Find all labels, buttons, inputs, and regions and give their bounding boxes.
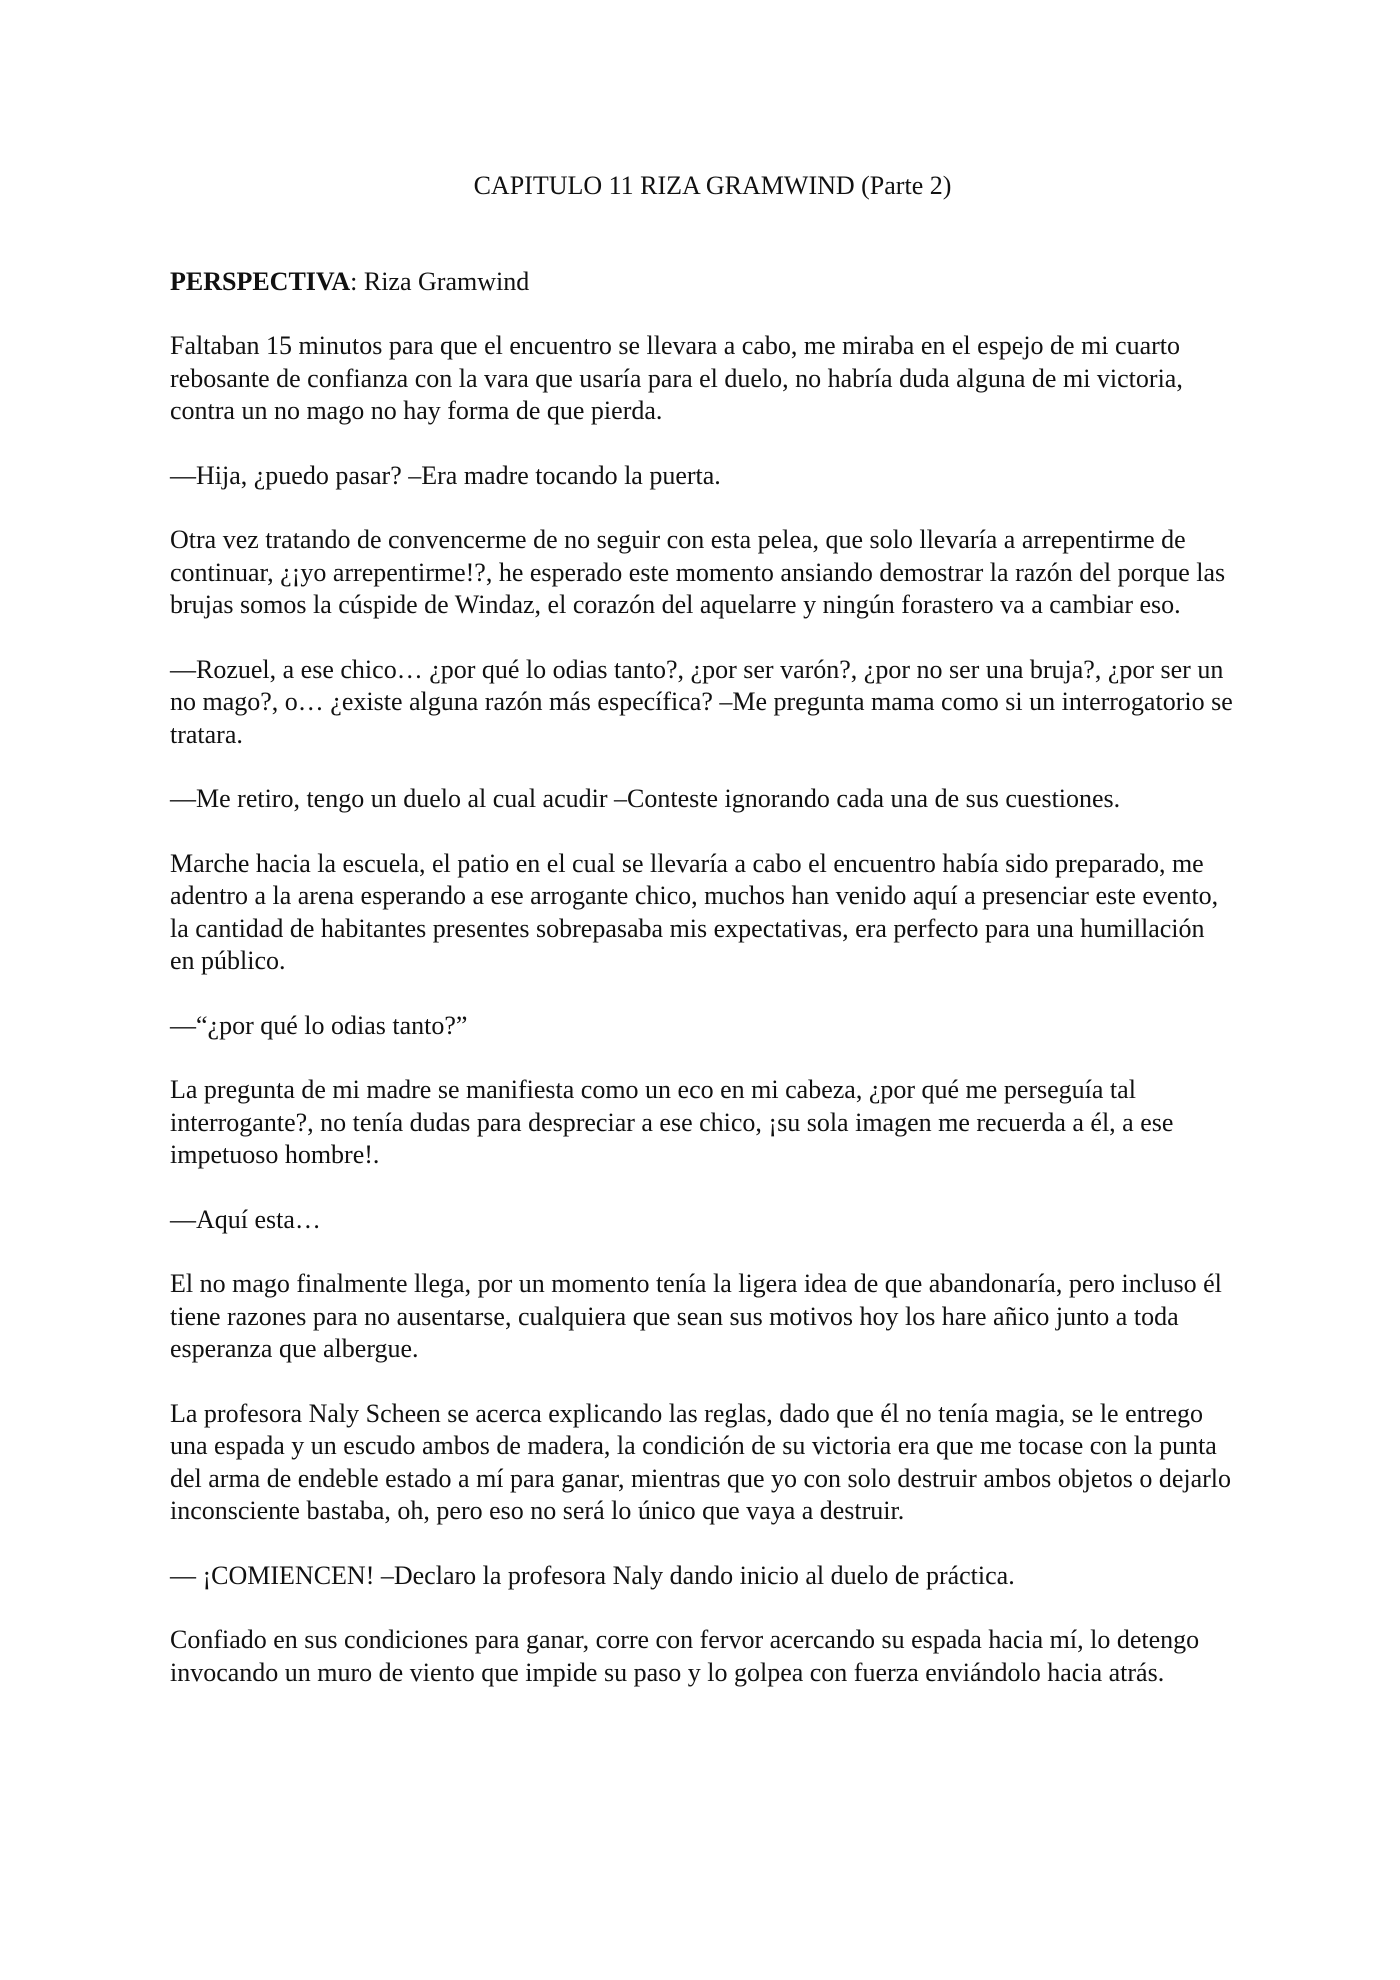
paragraph-9: —Aquí esta… <box>170 1204 321 1234</box>
perspective-line <box>170 264 1235 300</box>
paragraph-12: — ¡COMIENCEN! –Declaro la profesora Naly dando inicio al duelo de práctica. <box>170 1560 1015 1590</box>
paragraph-13: Confiado en sus condiciones para ganar, corre con fervor acercando su espada hacia mí, lo detengo invocando un muro de viento que impide su paso y lo golpea con fuerza enviándolo hacia atrás. <box>170 1625 1200 1687</box>
perspective-colon: : <box>350 267 364 296</box>
document-body <box>170 168 1235 1721</box>
paragraph-1: Faltaban 15 minutos para que el encuentro se llevara a cabo, me miraba en el espejo de mi cuarto rebosante de confianza con la vara que usaría para el duelo, no habría duda alguna de mi victoria, contra un no mago no hay forma de que pierda. <box>170 331 1183 425</box>
paragraph-5: —Me retiro, tengo un duelo al cual acudir –Conteste ignorando cada una de sus cuestiones. <box>170 784 1121 813</box>
paragraph-4: —Rozuel, a ese chico… ¿por qué lo odias tanto?, ¿por ser varón?, ¿por no ser una bruja?, ¿por ser un no mago?, o… ¿existe alguna razón más específica? –Me pregunta mama como si un interrogatorio se tratara. <box>170 654 1233 749</box>
paragraph-7: —“¿por qué lo odias tanto?” <box>170 1010 468 1040</box>
paragraph-11: La profesora Naly Scheen se acerca explicando las reglas, dado que él no tenía magia, se le entrego una espada y un escudo ambos de madera, la condición de su victoria era que me tocase con la punta del arma de endeble estado a mí para ganar, mientras que yo con solo destruir ambos objetos o dejarlo inconsciente bastaba, oh, pero eso no será lo único que vaya a destruir. <box>170 1398 1231 1525</box>
paragraph-6: Marche hacia la escuela, el patio en el cual se llevaría a cabo el encuentro había sido preparado, me adentro a la arena esperando a ese arrogante chico, muchos han venido aquí a presenciar este evento, la cantidad de habitantes presentes sobrepasaba mis expectativas, era perfecto para una humillación en público. <box>170 848 1219 975</box>
paragraph-3: Otra vez tratando de convencerme de no seguir con esta pelea, que solo llevaría a arrepentirme de continuar, ¿¡yo arrepentirme!?, he esperado este momento ansiando demostrar la razón del porque las brujas somos la cúspide de Windaz, el corazón del aquelarre y ningún forastero va a cambiar eso. <box>170 525 1226 619</box>
paragraph-8: La pregunta de mi madre se manifiesta como un eco en mi cabeza, ¿por qué me perseguía tal interrogante?, no tenía dudas para despreciar a ese chico, ¡su sola imagen me recuerda a él, a ese impetuoso hombre!. <box>170 1075 1174 1169</box>
chapter-title: CAPITULO 11 RIZA GRAMWIND (Parte 2) <box>473 171 952 200</box>
perspective-label: PERSPECTIVA <box>170 267 351 296</box>
paragraph-2: —Hija, ¿puedo pasar? –Era madre tocando la puerta. <box>170 460 721 490</box>
paragraph-10: El no mago finalmente llega, por un momento tenía la ligera idea de que abandonaría, pero incluso él tiene razones para no ausentarse, cualquiera que sean sus motivos hoy los hare añico junto a toda esperanza que albergue. <box>170 1269 1222 1363</box>
perspective-value: Riza Gramwind <box>363 267 530 296</box>
